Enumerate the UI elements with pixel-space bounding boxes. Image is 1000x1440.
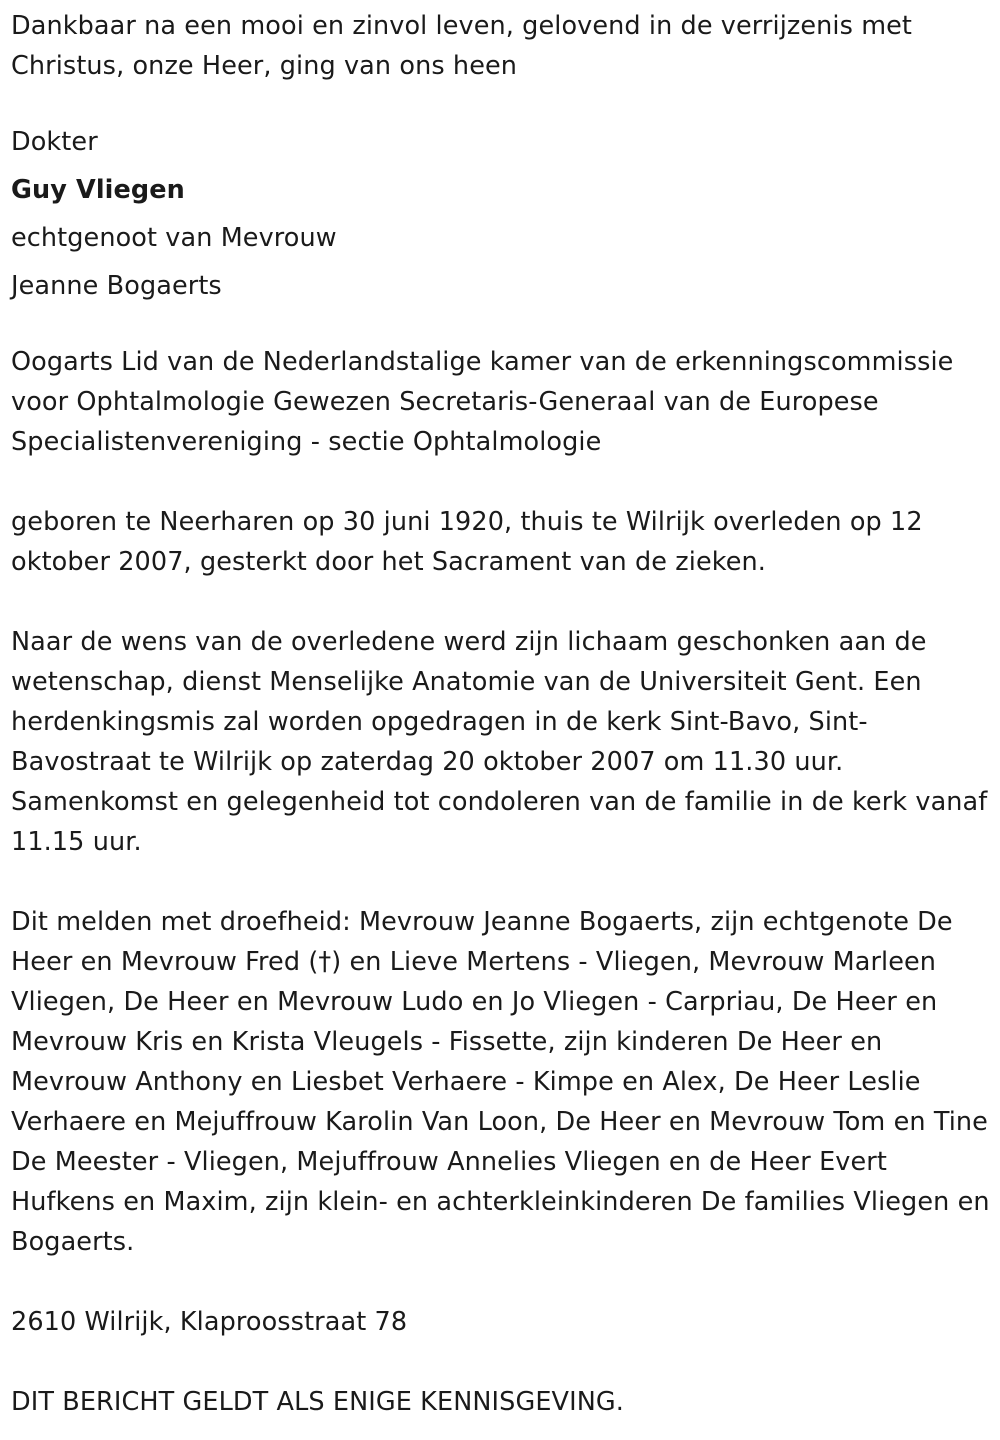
birth-death-text: geboren te Neerharen op 30 juni 1920, thuis te Wilrijk overleden op 12 oktober 2007, gesterkt door het Sacrament van de zieken. xyxy=(11,507,923,577)
deceased-name: Guy Vliegen xyxy=(11,175,185,205)
family-text: Dit melden met droefheid: Mevrouw Jeanne Bogaerts, zijn echtgenote De Heer en Mevrouw Fred (†) en Lieve Mertens - Vliegen, Mevrouw Marleen Vliegen, De Heer en Mevrouw Ludo en Jo Vliegen - Carpriau, De Heer en Mevrouw Kris en Krista Vleugels - Fissette, zijn kinderen De Heer en Mevrouw Anthony en Liesbet Verhaere - Kimpe en Alex, De Heer Leslie Verhaere en Mejuffrouw Karolin Van Loon, De Heer en Mevrouw Tom en Tine De Meester - Vliegen, Mejuffrouw Annelies Vliegen en de Heer Evert Hufkens en Maxim, zijn klein- en achterkleinkinderen De families Vliegen en Bogaerts. xyxy=(11,907,990,1257)
ceremony-text: Naar de wens van de overledene werd zijn lichaam geschonken aan de wetenschap, dienst Menselijke Anatomie van de Universiteit Gent. Een herdenkingsmis zal worden opgedragen in de kerk Sint-Bavo, Sint-Bavostraat te Wilrijk op zaterdag 20 oktober 2007 om 11.30 uur. Samenkomst en gelegenheid tot condoleren van de familie in de kerk vanaf 11.15 uur. xyxy=(11,627,988,857)
obituary-notice xyxy=(11,6,996,1422)
spouse-label: echtgenoot van Mevrouw xyxy=(11,223,337,253)
address-text: 2610 Wilrijk, Klaproosstraat 78 xyxy=(11,1307,408,1337)
profession-text: Oogarts Lid van de Nederlandstalige kamer van de erkenningscommissie voor Ophtalmologie Gewezen Secretaris-Generaal van de Europese Specialistenvereniging - sectie Ophtalmologie xyxy=(11,347,954,457)
intro-text: Dankbaar na een mooi en zinvol leven, gelovend in de verrijzenis met Christus, onze Heer, ging van ons heen xyxy=(11,11,913,81)
spouse-name: Jeanne Bogaerts xyxy=(11,271,222,301)
closing-text: DIT BERICHT GELDT ALS ENIGE KENNISGEVING. xyxy=(11,1387,624,1417)
deceased-title: Dokter xyxy=(11,127,98,157)
